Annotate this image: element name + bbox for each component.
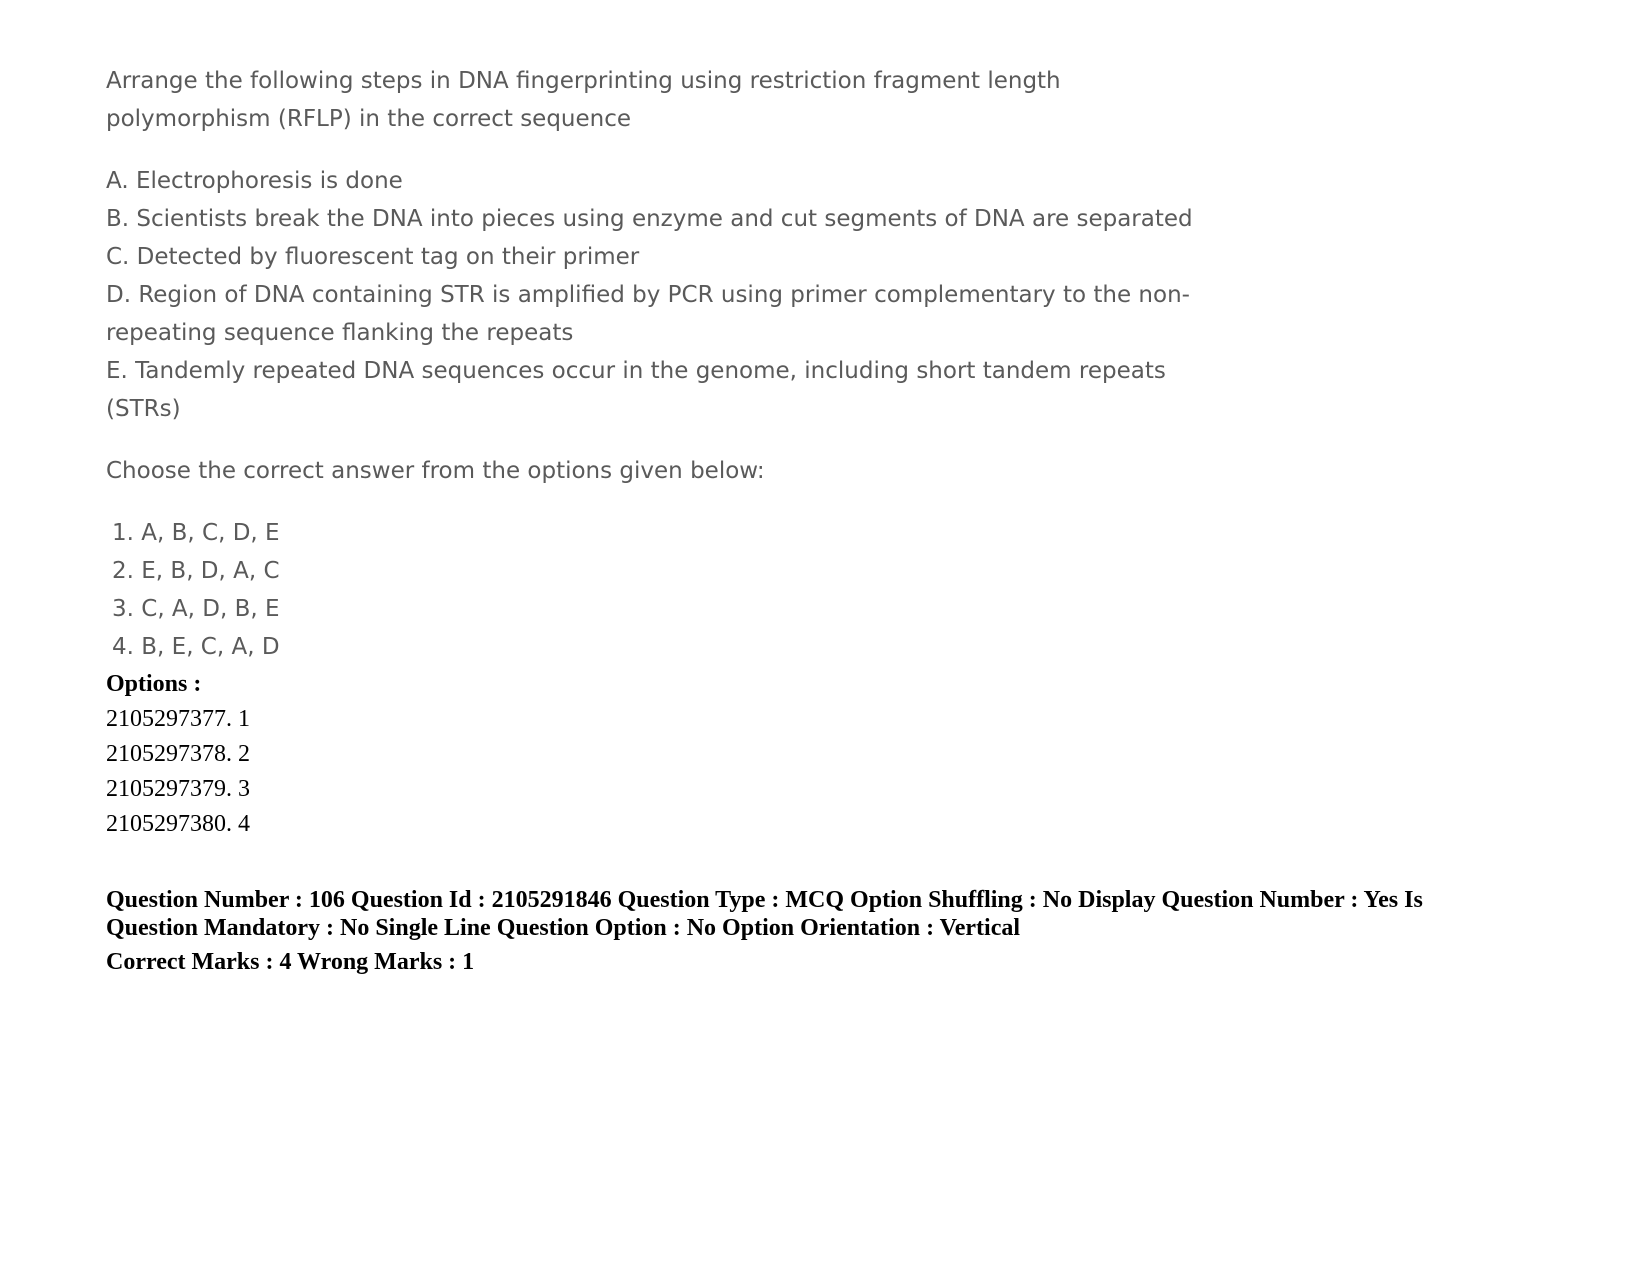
metadata-line: Question Mandatory : No Single Line Question Option : No Option Orientation : Vertical	[106, 915, 1021, 941]
step-item: A. Electrophoresis is done	[106, 168, 403, 194]
option-item: 2105297377. 1	[106, 706, 250, 732]
answer-choice: 4. B, E, C, A, D	[112, 634, 280, 660]
option-item: 2105297379. 3	[106, 776, 250, 802]
step-item: C. Detected by fluorescent tag on their primer	[106, 244, 640, 270]
step-item: (STRs)	[106, 396, 181, 422]
options-section	[106, 667, 250, 842]
option-item: 2105297378. 2	[106, 741, 250, 767]
question-stem-line: Arrange the following steps in DNA fingerprinting using restriction fragment length	[106, 68, 1061, 94]
question-stem	[106, 62, 1206, 138]
answer-choice: 3. C, A, D, B, E	[112, 596, 280, 622]
step-list	[106, 162, 1206, 428]
marks-line: Correct Marks : 4 Wrong Marks : 1	[106, 949, 475, 975]
step-item: repeating sequence flanking the repeats	[106, 320, 574, 346]
option-item: 2105297380. 4	[106, 811, 250, 837]
question-image	[106, 62, 1206, 666]
answer-choice: 1. A, B, C, D, E	[112, 520, 280, 546]
answer-choice-list	[106, 514, 1206, 666]
question-stem-line: polymorphism (RFLP) in the correct sequence	[106, 106, 632, 132]
metadata-line: Question Number : 106 Question Id : 2105291846 Question Type : MCQ Option Shuffling : No Display Question Number : Yes Is	[106, 887, 1423, 913]
options-title: Options :	[106, 671, 202, 697]
question-metadata	[106, 886, 1546, 976]
step-item: D. Region of DNA containing STR is amplified by PCR using primer complementary to the non-	[106, 282, 1190, 308]
step-item: E. Tandemly repeated DNA sequences occur in the genome, including short tandem repeats	[106, 358, 1166, 384]
choose-instruction: Choose the correct answer from the options given below:	[106, 458, 765, 484]
answer-choice: 2. E, B, D, A, C	[112, 558, 280, 584]
step-item: B. Scientists break the DNA into pieces using enzyme and cut segments of DNA are separated	[106, 206, 1193, 232]
